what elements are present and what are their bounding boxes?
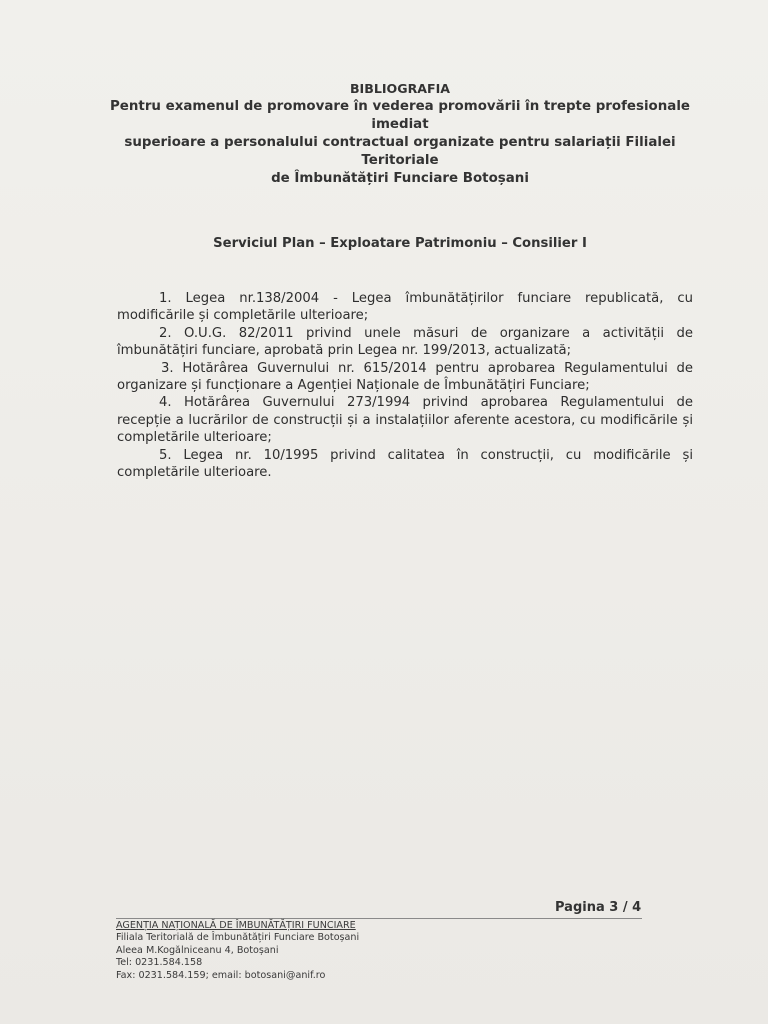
list-item: 5. Legea nr. 10/1995 privind calitatea în construcții, cu modificările și completările ulterioare. <box>117 447 693 481</box>
document-heading <box>100 80 700 188</box>
footer-divider <box>116 918 642 919</box>
page-footer <box>116 920 359 982</box>
document-subtitle: Serviciul Plan – Exploatare Patrimoniu – Consilier I <box>213 236 587 251</box>
heading-line: Pentru examenul de promovare în vederea promovării în trepte profesionale imediat <box>109 99 690 132</box>
list-item: 3. Hotărârea Guvernului nr. 615/2014 pentru aprobarea Regulamentului de organizare și funcționare a Agenției Naționale de Îmbunătățiri Funciare; <box>117 360 693 394</box>
bibliography-list <box>117 290 693 481</box>
page-number: Pagina 3 / 4 <box>555 900 642 915</box>
list-item: 2. O.U.G. 82/2011 privind unele măsuri de organizare a activității de îmbunătățiri funciare, aprobată prin Legea nr. 199/2013, actualizată; <box>117 325 693 359</box>
footer-branch: Filiala Teritorială de Îmbunătățiri Funciare Botoșani <box>116 932 360 944</box>
footer-fax-email: Fax: 0231.584.159; email: botosani@anif.ro <box>116 969 326 981</box>
list-item: 4. Hotărârea Guvernului 273/1994 privind aprobarea Regulamentului de recepție a lucrărilor de construcții și a instalațiilor aferente acestora, cu modificările și completările ulterioare; <box>117 395 693 446</box>
footer-phone: Tel: 0231.584.158 <box>116 957 203 969</box>
heading-line: superioare a personalului contractual organizate pentru salariații Filialei Teritoriale <box>124 135 676 168</box>
document-title: BIBLIOGRAFIA <box>349 81 451 96</box>
footer-address: Aleea M.Kogălniceanu 4, Botoșani <box>116 944 279 956</box>
list-item: 1. Legea nr.138/2004 - Legea îmbunătățirilor funciare republicată, cu modificările și completările ulterioare; <box>117 291 693 324</box>
footer-organization: AGENȚIA NAȚIONALĂ DE ÎMBUNĂTĂȚIRI FUNCIARE <box>116 920 356 931</box>
heading-line: de Îmbunătățiri Funciare Botoșani <box>271 171 529 186</box>
